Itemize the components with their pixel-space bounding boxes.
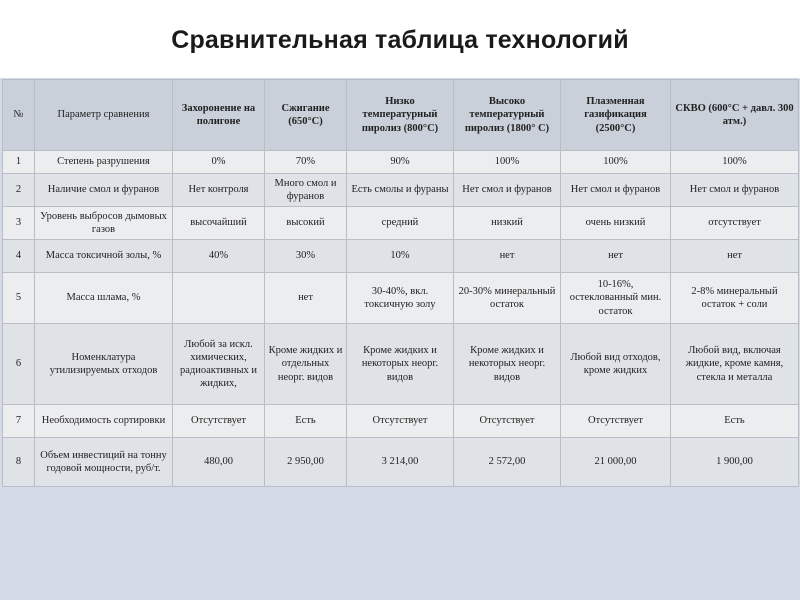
- row-parameter: Необходимость сортировки: [35, 405, 173, 438]
- cell-plasma-gasification: Любой вид отходов, кроме жидких: [561, 324, 671, 405]
- cell-landfill: Нет контроля: [173, 174, 265, 207]
- row-parameter: Масса токсичной золы, %: [35, 240, 173, 273]
- cell-high-temp-pyrolysis: Нет смол и фуранов: [454, 174, 561, 207]
- cell-high-temp-pyrolysis: Кроме жидких и некоторых неорг. видов: [454, 324, 561, 405]
- cell-landfill: высочайший: [173, 207, 265, 240]
- cell-plasma-gasification: очень низкий: [561, 207, 671, 240]
- table-row: [3, 207, 799, 240]
- row-parameter: Номенклатура утилизируемых отходов: [35, 324, 173, 405]
- cell-low-temp-pyrolysis: Кроме жидких и некоторых неорг. видов: [347, 324, 454, 405]
- header-high-temp-pyrolysis: Высоко температурный пиролиз (1800° С): [454, 80, 561, 151]
- header-plasma-gasification: Плазменная газификация (2500°С): [561, 80, 671, 151]
- cell-scwo: 100%: [671, 151, 799, 174]
- cell-low-temp-pyrolysis: 10%: [347, 240, 454, 273]
- row-number: 8: [3, 438, 35, 487]
- cell-incineration: высокий: [265, 207, 347, 240]
- row-number: 6: [3, 324, 35, 405]
- cell-landfill: Любой за искл. химических, радиоактивных и жидких,: [173, 324, 265, 405]
- cell-high-temp-pyrolysis: 100%: [454, 151, 561, 174]
- cell-incineration: Много смол и фуранов: [265, 174, 347, 207]
- cell-scwo: Нет смол и фуранов: [671, 174, 799, 207]
- cell-low-temp-pyrolysis: 30-40%, вкл. токсичную золу: [347, 273, 454, 324]
- cell-high-temp-pyrolysis: 2 572,00: [454, 438, 561, 487]
- table-row: [3, 273, 799, 324]
- cell-landfill: Отсутствует: [173, 405, 265, 438]
- table-row: [3, 151, 799, 174]
- cell-landfill: [173, 273, 265, 324]
- table-header-row: [3, 80, 799, 151]
- table-row: [3, 438, 799, 487]
- cell-incineration: 30%: [265, 240, 347, 273]
- cell-landfill: 0%: [173, 151, 265, 174]
- row-number: 5: [3, 273, 35, 324]
- row-parameter: Масса шлама, %: [35, 273, 173, 324]
- cell-plasma-gasification: 10-16%, остеклованный мин. остаток: [561, 273, 671, 324]
- cell-low-temp-pyrolysis: Отсутствует: [347, 405, 454, 438]
- header-landfill: Захоронение на полигоне: [173, 80, 265, 151]
- header-number: №: [3, 80, 35, 151]
- header-scwo: СКВО (600°С + давл. 300 атм.): [671, 80, 799, 151]
- cell-incineration: 70%: [265, 151, 347, 174]
- cell-high-temp-pyrolysis: нет: [454, 240, 561, 273]
- cell-incineration: Есть: [265, 405, 347, 438]
- row-parameter: Наличие смол и фуранов: [35, 174, 173, 207]
- cell-scwo: отсутствует: [671, 207, 799, 240]
- cell-scwo: Есть: [671, 405, 799, 438]
- cell-scwo: 2-8% минеральный остаток + соли: [671, 273, 799, 324]
- cell-landfill: 40%: [173, 240, 265, 273]
- table-row: [3, 174, 799, 207]
- cell-low-temp-pyrolysis: средний: [347, 207, 454, 240]
- row-parameter: Объем инвестиций на тонну годовой мощности, руб/т.: [35, 438, 173, 487]
- cell-high-temp-pyrolysis: Отсутствует: [454, 405, 561, 438]
- row-number: 2: [3, 174, 35, 207]
- table-row: [3, 324, 799, 405]
- cell-low-temp-pyrolysis: 90%: [347, 151, 454, 174]
- cell-landfill: 480,00: [173, 438, 265, 487]
- cell-plasma-gasification: Нет смол и фуранов: [561, 174, 671, 207]
- cell-plasma-gasification: 21 000,00: [561, 438, 671, 487]
- cell-scwo: 1 900,00: [671, 438, 799, 487]
- cell-scwo: Любой вид, включая жидкие, кроме камня, стекла и металла: [671, 324, 799, 405]
- cell-low-temp-pyrolysis: 3 214,00: [347, 438, 454, 487]
- cell-incineration: 2 950,00: [265, 438, 347, 487]
- cell-plasma-gasification: Отсутствует: [561, 405, 671, 438]
- cell-high-temp-pyrolysis: низкий: [454, 207, 561, 240]
- header-low-temp-pyrolysis: Низко температурный пиролиз (800°С): [347, 80, 454, 151]
- header-parameter: Параметр сравнения: [35, 80, 173, 151]
- row-number: 7: [3, 405, 35, 438]
- row-parameter: Степень разрушения: [35, 151, 173, 174]
- row-number: 3: [3, 207, 35, 240]
- table-row: [3, 240, 799, 273]
- comparison-table: [2, 79, 799, 487]
- cell-low-temp-pyrolysis: Есть смолы и фураны: [347, 174, 454, 207]
- cell-plasma-gasification: 100%: [561, 151, 671, 174]
- cell-plasma-gasification: нет: [561, 240, 671, 273]
- cell-incineration: нет: [265, 273, 347, 324]
- header-incineration: Сжигание (650°С): [265, 80, 347, 151]
- row-parameter: Уровень выбросов дымовых газов: [35, 207, 173, 240]
- cell-scwo: нет: [671, 240, 799, 273]
- row-number: 4: [3, 240, 35, 273]
- cell-high-temp-pyrolysis: 20-30% минеральный остаток: [454, 273, 561, 324]
- row-number: 1: [3, 151, 35, 174]
- page-title: Сравнительная таблица технологий: [171, 26, 629, 54]
- cell-incineration: Кроме жидких и отдельных неорг. видов: [265, 324, 347, 405]
- table-row: [3, 405, 799, 438]
